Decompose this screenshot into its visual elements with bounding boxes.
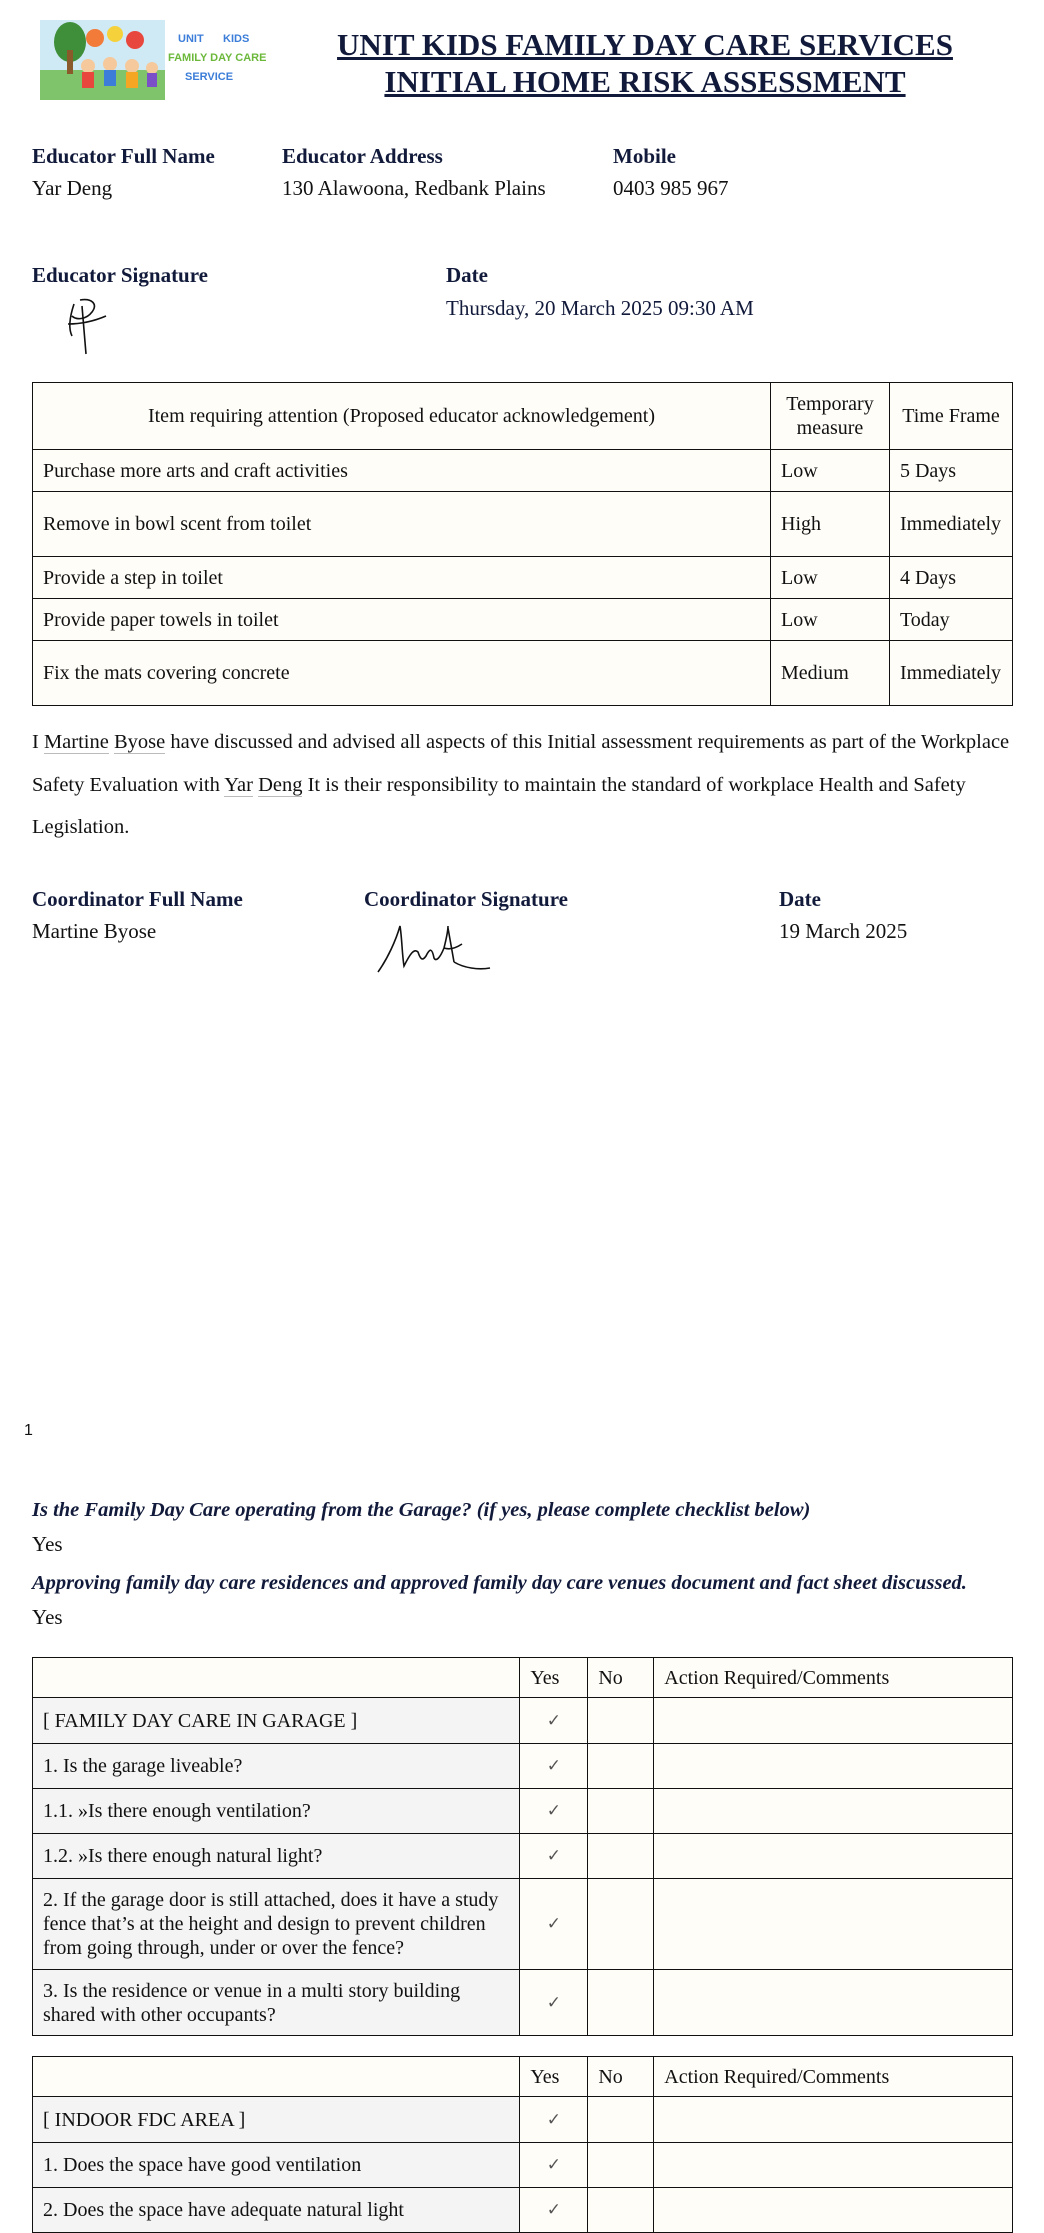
educator-last-name-inline: Deng: [258, 773, 303, 796]
educator-signature-image: [62, 294, 122, 358]
page-number: 1: [24, 1422, 33, 1439]
table-row: [33, 1789, 1013, 1834]
check-mark-icon: ✓: [520, 2188, 588, 2233]
check-mark-icon: ✓: [520, 1879, 588, 1970]
checklist-comment-cell: [654, 1834, 1013, 1879]
statement-part-2: have discussed and advised all aspects of this Initial assessment requirements as part of the Workplace Safety Evaluation with: [32, 731, 1010, 796]
risk-item: Fix the mats covering concrete: [33, 641, 771, 706]
educator-signature-label: Educator Signature: [32, 263, 208, 287]
checklist-comment-cell: [654, 1970, 1013, 2036]
checklist-question: 1. Does the space have good ventilation: [33, 2143, 520, 2188]
coordinator-last-name-inline: Byose: [113, 731, 166, 753]
checklist-header-comments: Action Required/Comments: [654, 1658, 1013, 1698]
risk-measure: High: [771, 492, 890, 557]
checklist-question: 1. Is the garage liveable?: [33, 1744, 520, 1789]
checklist-question: [ INDOOR FDC AREA ]: [33, 2097, 520, 2143]
risk-header-item: Item requiring attention (Proposed educator acknowledgement): [33, 383, 771, 450]
risk-header-measure: Temporary measure: [771, 383, 890, 450]
checklist-header-comments: Action Required/Comments: [654, 2057, 1013, 2097]
table-row: [33, 1744, 1013, 1789]
coordinator-name-value: Martine Byose: [32, 919, 157, 943]
checklist-header-no: No: [588, 2057, 654, 2097]
coordinator-signature-image: [374, 918, 494, 976]
document-title: [300, 26, 990, 100]
acknowledgement-statement: [32, 721, 1012, 849]
checklist-no-cell: [588, 1834, 654, 1879]
table-row: [33, 641, 1013, 706]
checklist-comment-cell: [654, 2097, 1013, 2143]
table-row: [33, 450, 1013, 492]
title-line-2: INITIAL HOME RISK ASSESSMENT: [384, 64, 906, 99]
statement-part-1: I: [32, 731, 44, 753]
table-row: [33, 1834, 1013, 1879]
checklist-header-yes: Yes: [520, 2057, 588, 2097]
checklist-header-row: [33, 1658, 1013, 1698]
checklist-no-cell: [588, 1789, 654, 1834]
table-row: [33, 599, 1013, 641]
checklist-header-blank: [33, 1658, 520, 1698]
logo-text-service: SERVICE: [185, 71, 234, 83]
educator-name-value: Yar Deng: [32, 176, 113, 200]
garage-answer: Yes: [32, 1532, 63, 1556]
checklist-no-cell: [588, 2143, 654, 2188]
table-row: [33, 492, 1013, 557]
check-mark-icon: ✓: [520, 2143, 588, 2188]
table-row: [33, 2097, 1013, 2143]
checklist-header-row: [33, 2057, 1013, 2097]
risk-timeframe: Immediately: [889, 492, 1012, 557]
checklist-no-cell: [588, 2188, 654, 2233]
checklist-header-no: No: [588, 1658, 654, 1698]
risk-measure: Low: [771, 557, 890, 599]
risk-assessment-table: [32, 382, 1013, 706]
coordinator-date-label: Date: [779, 887, 821, 911]
checklist-no-cell: [588, 1744, 654, 1789]
checklist-question: [ FAMILY DAY CARE IN GARAGE ]: [33, 1698, 520, 1744]
statement-part-3: It is their responsibility to maintain the standard of workplace Health and Safety Legislation.: [32, 773, 966, 838]
checklist-comment-cell: [654, 2188, 1013, 2233]
educator-first-name-inline: Yar: [224, 773, 253, 796]
educator-mobile-value: 0403 985 967: [613, 176, 729, 200]
check-mark-icon: ✓: [520, 1834, 588, 1879]
educator-name-label: Educator Full Name: [32, 144, 215, 168]
educator-mobile-label: Mobile: [613, 144, 676, 168]
logo-text-kids: KIDS: [223, 33, 250, 45]
fact-sheet-answer: Yes: [32, 1605, 63, 1629]
checklist-header-yes: Yes: [520, 1658, 588, 1698]
check-mark-icon: ✓: [520, 1698, 588, 1744]
risk-item: Provide paper towels in toilet: [33, 599, 771, 641]
checklist-question: 2. If the garage door is still attached, does it have a study fence that’s at the height and design to prevent children from going through, under or over the fence?: [33, 1879, 520, 1970]
risk-timeframe: 4 Days: [889, 557, 1012, 599]
checklist-comment-cell: [654, 2143, 1013, 2188]
checklist-no-cell: [588, 2097, 654, 2143]
check-mark-icon: ✓: [520, 1970, 588, 2036]
risk-measure: Low: [771, 450, 890, 492]
coordinator-name-label: Coordinator Full Name: [32, 887, 243, 911]
checklist-no-cell: [588, 1970, 654, 2036]
risk-table-header-row: [33, 383, 1013, 450]
risk-timeframe: Immediately: [889, 641, 1012, 706]
educator-address-label: Educator Address: [282, 144, 443, 168]
table-row: [33, 2188, 1013, 2233]
checklist-comment-cell: [654, 1789, 1013, 1834]
checklist-no-cell: [588, 1698, 654, 1744]
checklist-question: 1.2. »Is there enough natural light?: [33, 1834, 520, 1879]
coordinator-date-value: 19 March 2025: [779, 919, 908, 943]
checklist-question: 2. Does the space have adequate natural light: [33, 2188, 520, 2233]
educator-date-value: Thursday, 20 March 2025 09:30 AM: [446, 296, 754, 320]
fact-sheet-question: Approving family day care residences and approved family day care venues document and fact sheet discussed.: [32, 1572, 967, 1594]
risk-timeframe: 5 Days: [889, 450, 1012, 492]
educator-address-value: 130 Alawoona, Redbank Plains: [282, 176, 546, 200]
risk-header-timeframe: Time Frame: [889, 383, 1012, 450]
table-row: [33, 1879, 1013, 1970]
risk-measure: Low: [771, 599, 890, 641]
table-row: [33, 1698, 1013, 1744]
check-mark-icon: ✓: [520, 1789, 588, 1834]
checklist-comment-cell: [654, 1698, 1013, 1744]
checklist-question: 3. Is the residence or venue in a multi story building shared with other occupants?: [33, 1970, 520, 2036]
check-mark-icon: ✓: [520, 2097, 588, 2143]
indoor-checklist-table: [32, 2056, 1013, 2233]
risk-item: Purchase more arts and craft activities: [33, 450, 771, 492]
coordinator-signature-label: Coordinator Signature: [364, 887, 568, 911]
educator-date-label: Date: [446, 263, 488, 287]
checklist-comment-cell: [654, 1744, 1013, 1789]
risk-measure: Medium: [771, 641, 890, 706]
checklist-header-blank: [33, 2057, 520, 2097]
check-mark-icon: ✓: [520, 1744, 588, 1789]
checklist-comment-cell: [654, 1879, 1013, 1970]
logo-text-unit: UNIT: [178, 33, 204, 45]
table-row: [33, 557, 1013, 599]
checklist-no-cell: [588, 1879, 654, 1970]
checklist-question: 1.1. »Is there enough ventilation?: [33, 1789, 520, 1834]
coordinator-first-name-inline: Martine: [43, 731, 109, 753]
unit-kids-logo: [40, 20, 266, 100]
table-row: [33, 1970, 1013, 2036]
garage-checklist-table: [32, 1657, 1013, 2036]
logo-text-fdc: FAMILY DAY CARE: [168, 52, 266, 64]
risk-item: Remove in bowl scent from toilet: [33, 492, 771, 557]
risk-timeframe: Today: [889, 599, 1012, 641]
title-line-1: UNIT KIDS FAMILY DAY CARE SERVICES: [337, 27, 953, 62]
risk-item: Provide a step in toilet: [33, 557, 771, 599]
garage-question: Is the Family Day Care operating from the Garage? (if yes, please complete checklist below): [32, 1499, 811, 1521]
table-row: [33, 2143, 1013, 2188]
